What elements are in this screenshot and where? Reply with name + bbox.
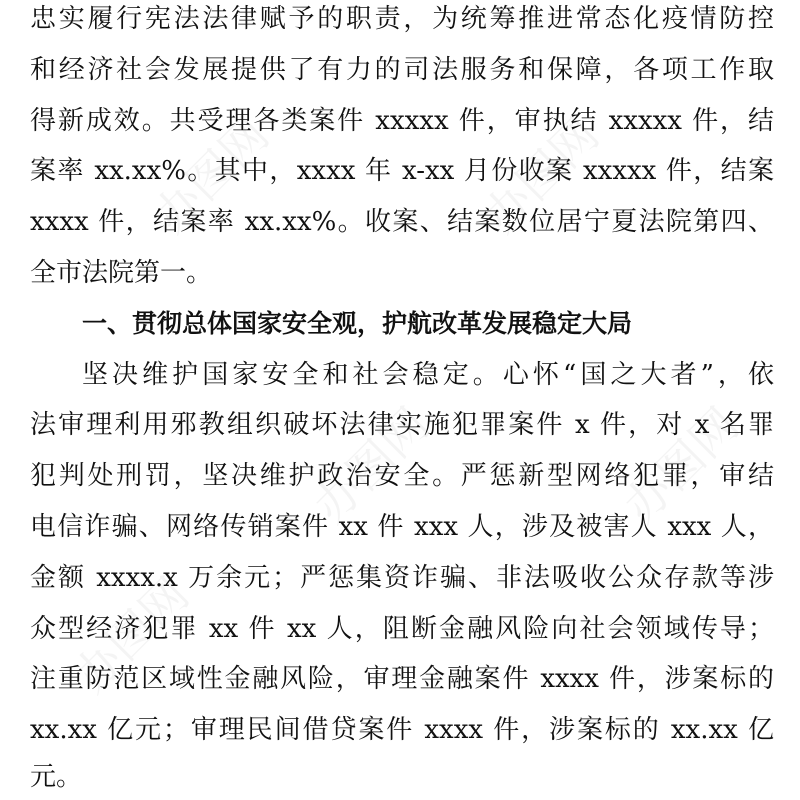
paragraph-line: 注重防范区域性金融风险，审理金融案件 xxxx 件，涉案标的 (30, 664, 774, 694)
paragraph-line: xxxx 件，结案率 xx.xx%。收案、结案数位居宁夏法院第四、 (30, 207, 774, 237)
paragraph-line: 和经济社会发展提供了有力的司法服务和保障，各项工作取 (30, 55, 774, 85)
paragraph-line: 电信诈骗、网络传销案件 xx 件 xxx 人，涉及被害人 xxx 人， (30, 512, 774, 542)
watermark: 办图网 (473, 107, 610, 244)
paragraph-line: 案率 xx.xx%。其中，xxxx 年 x-xx 月份收案 xxxxx 件，结案 (30, 156, 774, 186)
paragraph-line: 得新成效。共受理各类案件 xxxxx 件，审执结 xxxxx 件，结 (30, 106, 774, 136)
watermark: 办图网 (143, 107, 280, 244)
section-heading: 一、贯彻总体国家安全观，护航改革发展稳定大局 (82, 309, 633, 338)
paragraph-line: 全市法院第一。 (30, 258, 213, 288)
paragraph-line: 元。 (30, 762, 83, 792)
watermark: 办图网 (613, 397, 750, 534)
watermark: 办图网 (303, 397, 440, 534)
paragraph-line: 法审理利用邪教组织破坏法律实施犯罪案件 x 件，对 x 名罪 (30, 410, 774, 440)
paragraph-line: 金额 xxxx.x 万余元；严惩集资诈骗、非法吸收公众存款等涉 (30, 563, 774, 593)
paragraph-line: xx.xx 亿元；审理民间借贷案件 xxxx 件，涉案标的 xx.xx 亿 (30, 715, 774, 745)
paragraph-line: 忠实履行宪法法律赋予的职责，为统筹推进常态化疫情防控 (30, 4, 774, 34)
paragraph-line: 众型经济犯罪 xx 件 xx 人，阻断金融风险向社会领域传导； (30, 614, 774, 644)
watermark: 办图网 (63, 567, 200, 704)
paragraph-line: 坚决维护国家安全和社会稳定。心怀“国之大者”，依 (82, 360, 774, 390)
paragraph-line: 犯判处刑罚，坚决维护政治安全。严惩新型网络犯罪，审结 (30, 461, 774, 491)
